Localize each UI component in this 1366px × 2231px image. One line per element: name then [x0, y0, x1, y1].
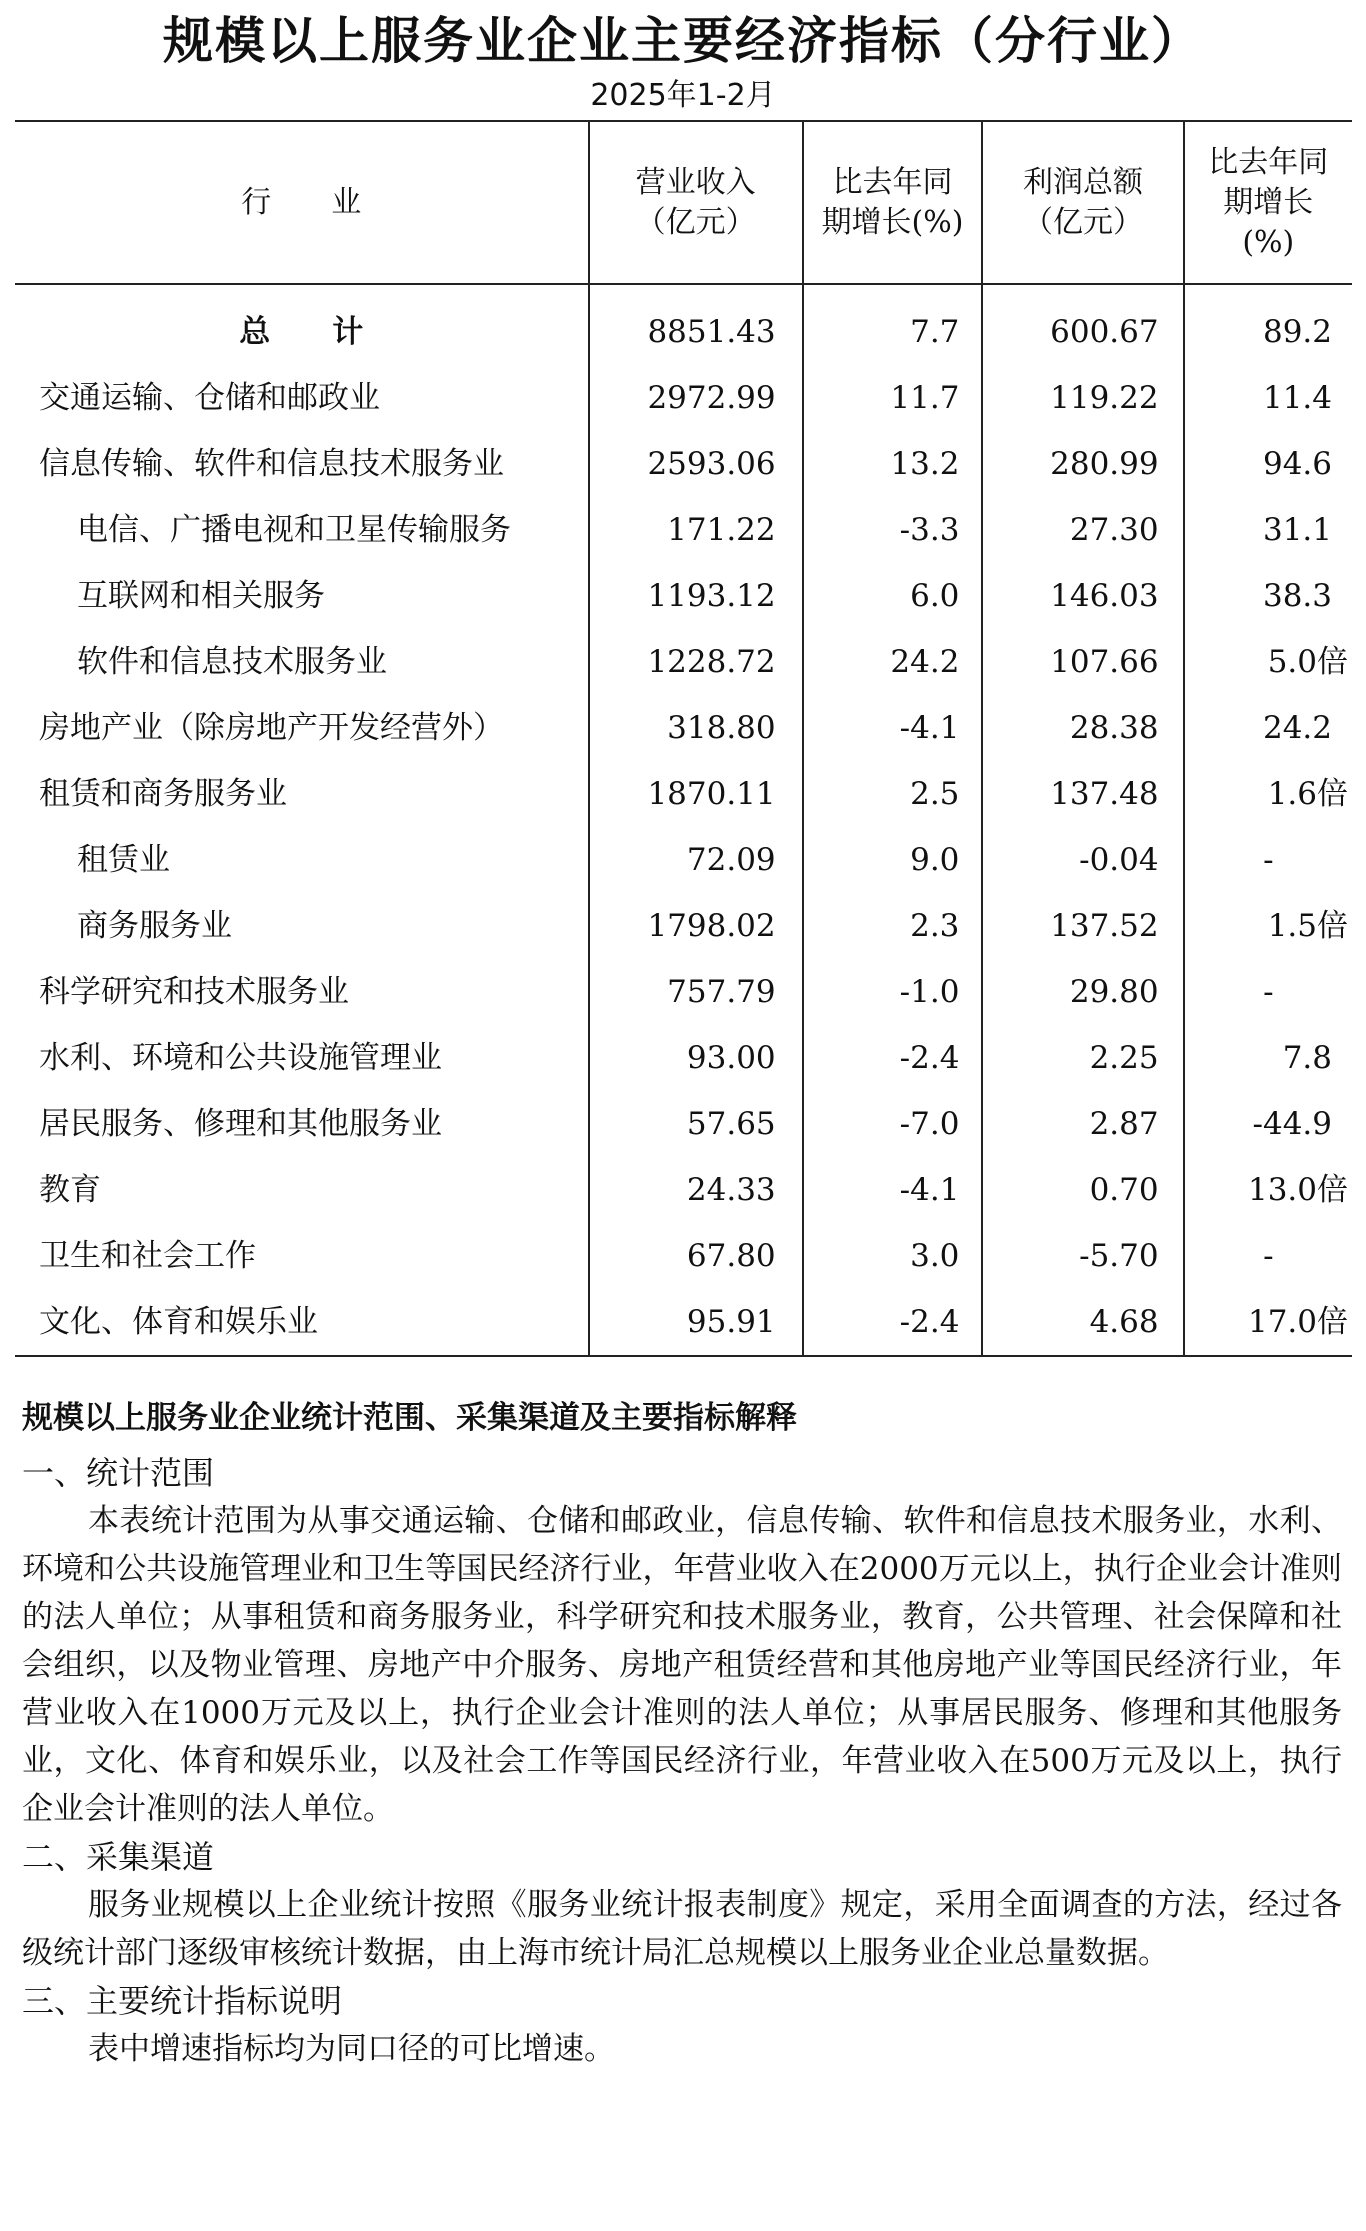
revenue-growth-cell: 9.0 — [803, 827, 983, 893]
section1-title: 一、统计范围 — [22, 1454, 215, 1492]
header-profit: 利润总额 （亿元） — [982, 121, 1183, 284]
header-industry: 行 业 — [15, 121, 589, 284]
header-profit-growth: 比去年同 期增长 (%) — [1184, 121, 1352, 284]
profit-cell: 280.99 — [982, 431, 1183, 497]
revenue-cell: 171.22 — [589, 497, 803, 563]
profit-cell: 2.87 — [982, 1091, 1183, 1157]
table-row — [15, 431, 1352, 497]
revenue-growth-cell: 7.7 — [803, 284, 983, 365]
industry-cell: 科学研究和技术服务业 — [15, 959, 589, 1025]
revenue-growth-cell: -2.4 — [803, 1025, 983, 1091]
page-title: 规模以上服务业企业主要经济指标（分行业） — [163, 12, 1203, 70]
revenue-cell: 1193.12 — [589, 563, 803, 629]
header-revenue: 营业收入 （亿元） — [589, 121, 803, 284]
revenue-cell: 57.65 — [589, 1091, 803, 1157]
revenue-cell: 2593.06 — [589, 431, 803, 497]
section2-title: 二、采集渠道 — [22, 1838, 215, 1876]
profit-growth-cell: - — [1263, 974, 1274, 1010]
table-row — [15, 695, 1352, 761]
industry-cell: 信息传输、软件和信息技术服务业 — [15, 431, 589, 497]
notes-heading: 规模以上服务业企业统计范围、采集渠道及主要指标解释 — [22, 1400, 797, 1436]
revenue-growth-cell: 2.3 — [803, 893, 983, 959]
profit-growth-cell: 24.2 — [1262, 710, 1332, 746]
profit-cell: 107.66 — [982, 629, 1183, 695]
profit-cell: 146.03 — [982, 563, 1183, 629]
notes-section — [22, 1395, 1342, 2073]
period-subtitle: 2025年1-2月 — [590, 78, 776, 113]
revenue-cell: 67.80 — [589, 1223, 803, 1289]
profit-growth-cell: 38.3 — [1262, 578, 1332, 614]
industry-cell: 卫生和社会工作 — [15, 1223, 589, 1289]
revenue-cell: 2972.99 — [589, 365, 803, 431]
profit-cell: 600.67 — [982, 284, 1183, 365]
revenue-growth-cell: 2.5 — [803, 761, 983, 827]
industry-cell: 电信、广播电视和卫星传输服务 — [15, 497, 589, 563]
revenue-growth-cell: 24.2 — [803, 629, 983, 695]
industry-cell: 租赁和商务服务业 — [15, 761, 589, 827]
industry-cell: 交通运输、仓储和邮政业 — [15, 365, 589, 431]
industry-cell: 软件和信息技术服务业 — [15, 629, 589, 695]
profit-growth-cell: 7.8 — [1282, 1040, 1332, 1076]
profit-growth-cell: -44.9 — [1252, 1106, 1332, 1142]
total-row — [15, 284, 1352, 365]
revenue-cell: 72.09 — [589, 827, 803, 893]
profit-cell: 137.52 — [982, 893, 1183, 959]
profit-growth-cell: 11.4 — [1262, 380, 1332, 416]
revenue-cell: 1798.02 — [589, 893, 803, 959]
profit-growth-cell: 1.5倍 — [1267, 908, 1348, 944]
table-row — [15, 827, 1352, 893]
profit-growth-cell: - — [1263, 1238, 1274, 1274]
industry-cell: 商务服务业 — [15, 893, 589, 959]
revenue-growth-cell: 3.0 — [803, 1223, 983, 1289]
revenue-growth-cell: -4.1 — [803, 1157, 983, 1223]
industry-cell: 教育 — [15, 1157, 589, 1223]
section2-text: 服务业规模以上企业统计按照《服务业统计报表制度》规定，采用全面调查的方法，经过各级统计部门逐级审核统计数据，由上海市统计局汇总规模以上服务业企业总量数据。 — [22, 1887, 1342, 1971]
revenue-cell: 93.00 — [589, 1025, 803, 1091]
profit-cell: 137.48 — [982, 761, 1183, 827]
header-revenue-growth: 比去年同 期增长(%) — [803, 121, 983, 284]
table-row — [15, 1025, 1352, 1091]
profit-cell: 28.38 — [982, 695, 1183, 761]
industry-cell: 租赁业 — [15, 827, 589, 893]
section3-title: 三、主要统计指标说明 — [22, 1982, 343, 2020]
industry-cell: 总 计 — [15, 284, 589, 365]
profit-growth-cell: - — [1263, 842, 1274, 878]
profit-growth-cell: 1.6倍 — [1267, 776, 1348, 812]
profit-growth-cell: 17.0倍 — [1184, 1289, 1352, 1356]
profit-growth-cell: 31.1 — [1262, 512, 1332, 548]
table-row — [15, 1157, 1352, 1223]
industry-cell: 互联网和相关服务 — [15, 563, 589, 629]
profit-cell: 29.80 — [982, 959, 1183, 1025]
table-row — [15, 563, 1352, 629]
revenue-growth-cell: -3.3 — [803, 497, 983, 563]
table-row — [15, 761, 1352, 827]
table-row — [15, 1091, 1352, 1157]
table-row — [15, 959, 1352, 1025]
profit-growth-cell: 5.0倍 — [1267, 644, 1348, 680]
revenue-cell: 95.91 — [589, 1289, 803, 1356]
section3-text: 表中增速指标均为同口径的可比增速。 — [88, 2031, 615, 2067]
profit-cell: 0.70 — [982, 1157, 1183, 1223]
table-row — [15, 365, 1352, 431]
industry-cell: 文化、体育和娱乐业 — [15, 1289, 589, 1356]
table-row — [15, 1289, 1352, 1356]
profit-cell: 4.68 — [982, 1289, 1183, 1356]
revenue-growth-cell: 6.0 — [803, 563, 983, 629]
indicator-table — [15, 120, 1352, 1357]
revenue-growth-cell: 11.7 — [803, 365, 983, 431]
revenue-cell: 1228.72 — [589, 629, 803, 695]
profit-cell: 2.25 — [982, 1025, 1183, 1091]
revenue-cell: 24.33 — [589, 1157, 803, 1223]
profit-growth-cell: 89.2 — [1262, 314, 1332, 350]
revenue-cell: 318.80 — [589, 695, 803, 761]
profit-cell: 119.22 — [982, 365, 1183, 431]
table-row — [15, 497, 1352, 563]
table-body — [15, 284, 1352, 1356]
table-header-row — [15, 121, 1352, 284]
profit-cell: -5.70 — [982, 1223, 1183, 1289]
table-row — [15, 893, 1352, 959]
profit-cell: -0.04 — [982, 827, 1183, 893]
table-row — [15, 1223, 1352, 1289]
industry-cell: 水利、环境和公共设施管理业 — [15, 1025, 589, 1091]
revenue-growth-cell: -4.1 — [803, 695, 983, 761]
profit-growth-cell: 94.6 — [1262, 446, 1332, 482]
profit-cell: 27.30 — [982, 497, 1183, 563]
table-row — [15, 629, 1352, 695]
industry-cell: 居民服务、修理和其他服务业 — [15, 1091, 589, 1157]
revenue-cell: 8851.43 — [589, 284, 803, 365]
revenue-cell: 1870.11 — [589, 761, 803, 827]
revenue-growth-cell: -2.4 — [803, 1289, 983, 1356]
industry-cell: 房地产业（除房地产开发经营外） — [15, 695, 589, 761]
revenue-growth-cell: -1.0 — [803, 959, 983, 1025]
revenue-cell: 757.79 — [589, 959, 803, 1025]
section1-text: 本表统计范围为从事交通运输、仓储和邮政业，信息传输、软件和信息技术服务业，水利、环境和公共设施管理业和卫生等国民经济行业，年营业收入在2000万元以上，执行企业会计准则的法人单位；从事租赁和商务服务业，科学研究和技术服务业，教育，公共管理、社会保障和社会组织，以及物业管理、房地产中介服务、房地产租赁经营和其他房地产业等国民经济行业，年营业收入在1000万元及以上，执行企业会计准则的法人单位；从事居民服务、修理和其他服务业，文化、体育和娱乐业，以及社会工作等国民经济行业，年营业收入在500万元及以上，执行企业会计准则的法人单位。 — [22, 1503, 1342, 1827]
profit-growth-cell: 13.0倍 — [1247, 1172, 1348, 1208]
revenue-growth-cell: -7.0 — [803, 1091, 983, 1157]
revenue-growth-cell: 13.2 — [803, 431, 983, 497]
